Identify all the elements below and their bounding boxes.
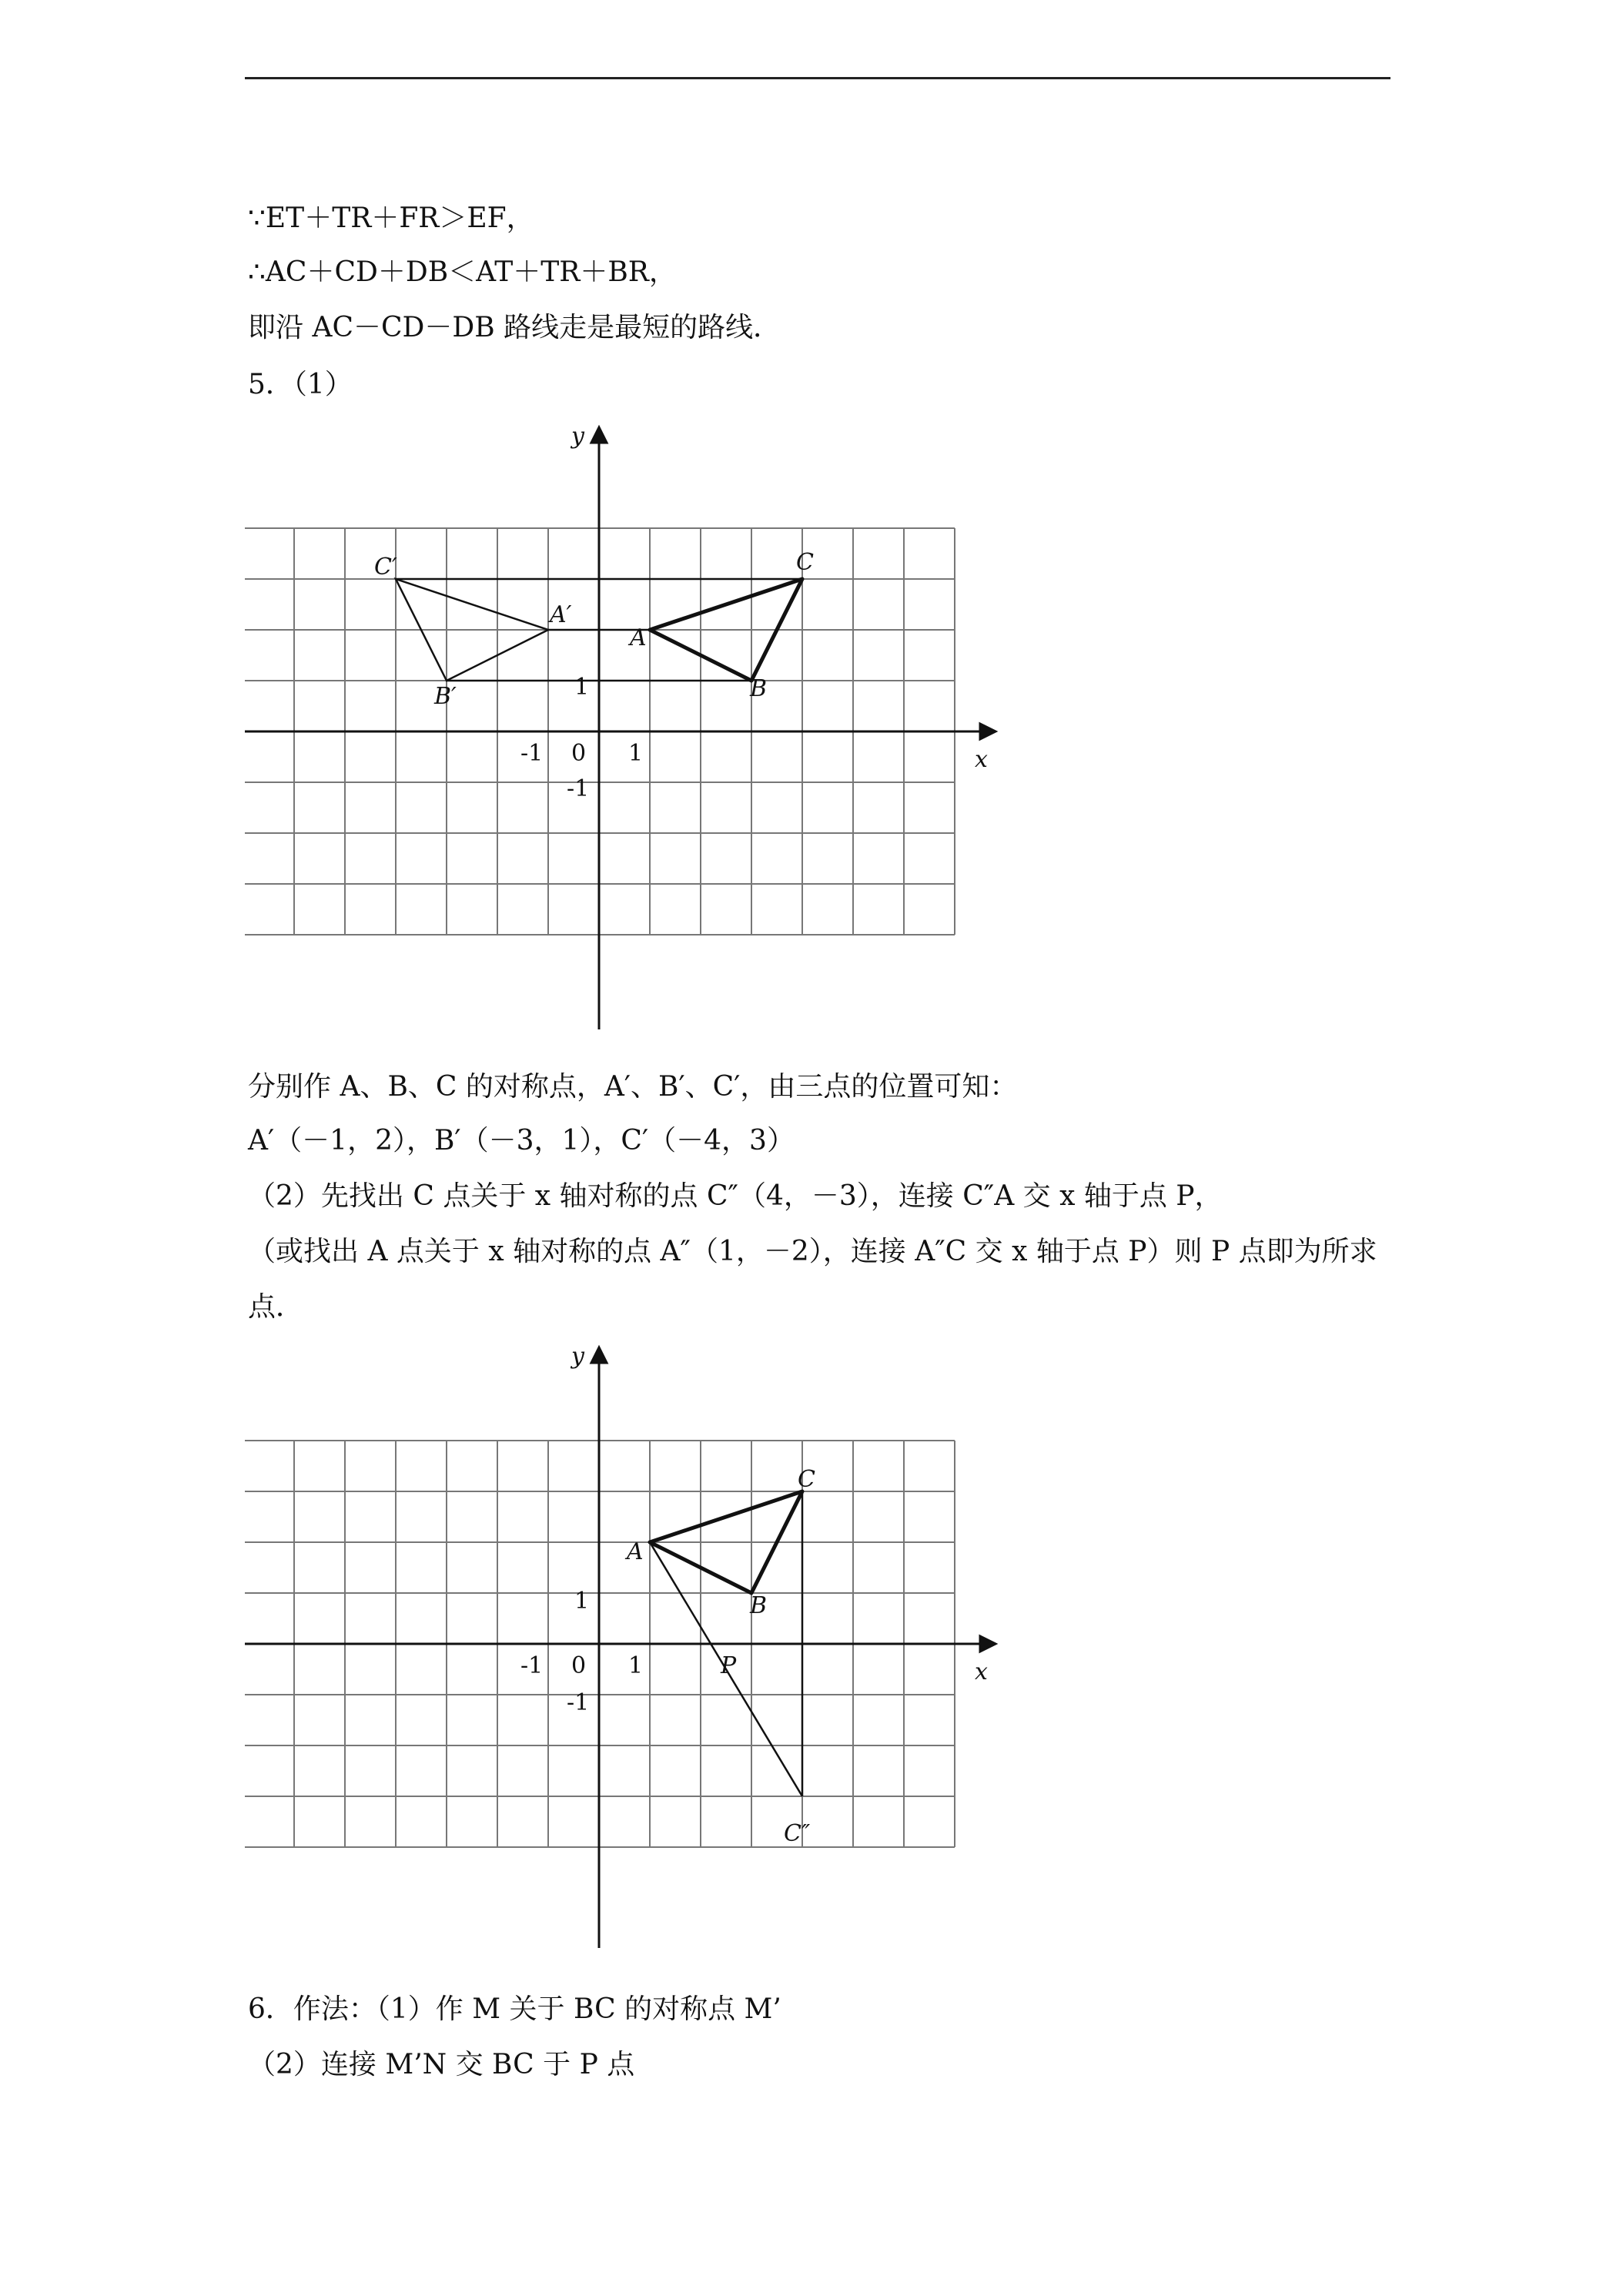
text-line-3: 即沿 AC－CD－DB 路线走是最短的路线． bbox=[248, 312, 781, 343]
text-line-4: 分别作 A、B、C 的对称点，A′、B′、C′，由三点的位置可知： bbox=[248, 1071, 1018, 1103]
figure-1-tick-1-y: 1 bbox=[574, 674, 590, 701]
figure-1-tick-neg1-y: -1 bbox=[567, 775, 590, 802]
figure-2-tick-1-y: 1 bbox=[574, 1588, 590, 1615]
figure-2-tick-neg1-x: -1 bbox=[520, 1652, 544, 1679]
figure-1-axes bbox=[245, 427, 996, 1029]
figure-2-label-C: C bbox=[798, 1466, 815, 1493]
figure-1-label-B: B bbox=[750, 675, 768, 702]
figure-2-tick-neg1-y: -1 bbox=[567, 1689, 590, 1716]
figure-2-y-axis-label: y bbox=[571, 1343, 584, 1370]
figure-1-label-A: A bbox=[630, 624, 647, 651]
figure-1-x-axis-label: x bbox=[975, 746, 988, 773]
figure-1-y-axis-label: y bbox=[571, 423, 584, 450]
figure-1-tick-neg1-x: -1 bbox=[520, 740, 544, 767]
figure-2-label-B: B bbox=[750, 1592, 768, 1619]
text-line-2: ∴AC＋CD＋DB＜AT＋TR＋BR， bbox=[248, 256, 677, 288]
header-rule bbox=[245, 77, 1390, 79]
text-line-8: 点． bbox=[248, 1291, 304, 1323]
figure-1-label-C1: C′ bbox=[374, 554, 397, 581]
text-line-7: （或找出 A 点关于 x 轴对称的点 A″（1，－2），连接 A″C 交 x 轴于点 P）则 P 点即为所求 bbox=[248, 1236, 1377, 1267]
text-line-6: （2）先找出 C 点关于 x 轴对称的点 C″（4，－3），连接 C″A 交 x 轴于点 P， bbox=[248, 1180, 1223, 1212]
figure-1-y-arrow bbox=[591, 427, 607, 443]
figure-1-label-A1: A′ bbox=[550, 601, 572, 628]
figure-2-origin-label: 0 bbox=[571, 1652, 587, 1679]
figure-2-axes bbox=[245, 1347, 996, 1948]
figure-2-tick-1-x: 1 bbox=[628, 1652, 644, 1679]
figure-2-label-A: A bbox=[627, 1538, 644, 1565]
text-line-1: ∵ET＋TR＋FR＞EF， bbox=[248, 202, 534, 234]
figure-1-coordinate-grid bbox=[245, 416, 1015, 1032]
figure-1-label-B1: B′ bbox=[434, 683, 457, 710]
problem-5-heading: 5．（1） bbox=[248, 369, 353, 400]
figure-2-label-P: P bbox=[721, 1652, 737, 1679]
figure-1-x-arrow bbox=[980, 724, 996, 739]
figure-2-x-arrow bbox=[980, 1636, 996, 1652]
figure-1-label-C: C bbox=[796, 549, 814, 576]
problem-6-line-1: 6．作法：（1）作 M 关于 BC 的对称点 M’ bbox=[248, 1993, 781, 2025]
text-line-5: A′（－1，2），B′（－3，1），C′（－4，3） bbox=[248, 1125, 795, 1156]
figure-2-coordinate-grid bbox=[245, 1336, 1015, 1952]
figure-1-tick-1-x: 1 bbox=[628, 740, 644, 767]
figure-2-label-C2: C″ bbox=[784, 1820, 811, 1847]
figure-2-x-axis-label: x bbox=[975, 1658, 988, 1685]
figure-1-origin-label: 0 bbox=[571, 740, 587, 767]
figure-2-y-arrow bbox=[591, 1347, 607, 1363]
problem-6-line-2: （2）连接 M’N 交 BC 于 P 点 bbox=[248, 2049, 635, 2080]
